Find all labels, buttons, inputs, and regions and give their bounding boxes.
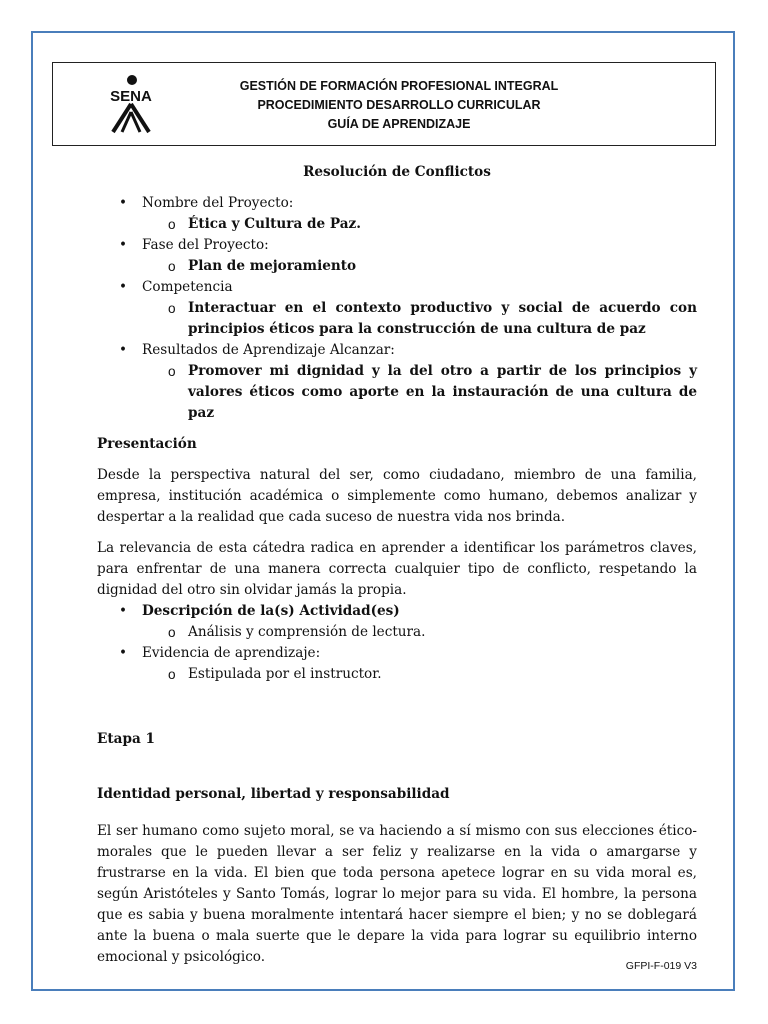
header-line-3: GUÍA DE APRENDIZAJE	[327, 117, 471, 131]
activities-list	[97, 601, 697, 685]
list-item	[97, 193, 697, 235]
presentation-heading: Presentación	[97, 436, 197, 452]
list-item	[97, 601, 697, 643]
document-title: Resolución de Conflictos	[303, 164, 491, 180]
header-line-2: PROCEDIMIENTO DESARROLLO CURRICULAR	[257, 98, 541, 112]
stage-heading: Etapa 1	[97, 731, 155, 747]
project-phase-value: o Plan de mejoramiento	[142, 256, 697, 277]
activity-description-label: Descripción de la(s) Actividad(es)	[142, 603, 400, 619]
header-line-1: GESTIÓN DE FORMACIÓN PROFESIONAL INTEGRAL	[239, 79, 559, 93]
sena-logo-text: SENA	[110, 88, 152, 105]
list-item	[97, 643, 697, 685]
competence-value: o Interactuar en el contexto productivo y social de acuerdo con principios éticos para la construcción de una cultura de paz	[142, 298, 697, 340]
presentation-paragraph-1: Desde la perspectiva natural del ser, como ciudadano, miembro de una familia, empresa, institución académica o simplemente como humano, debemos analizar y despertar a la realidad que cada suceso de nuestra vida nos brinda.	[97, 467, 697, 525]
project-name-value: o Ética y Cultura de Paz.	[142, 214, 697, 235]
stage-subheading: Identidad personal, libertad y responsabilidad	[97, 786, 450, 802]
list-item	[97, 277, 697, 340]
presentation-paragraph-2: La relevancia de esta cátedra radica en aprender a identificar los parámetros claves, para enfrentar de una manera correcta cualquier tipo de conflicto, respetando la dignidad del otro sin olvidar jamás la propia.	[97, 540, 697, 598]
project-name-label: Nombre del Proyecto:	[142, 195, 294, 211]
competence-label: Competencia	[142, 279, 233, 295]
evidence-value: o Estipulada por el instructor.	[142, 664, 697, 685]
document-body	[97, 160, 697, 968]
learning-results-value: o Promover mi dignidad y la del otro a partir de los principios y valores éticos como aporte en la instauración de una cultura de paz	[142, 361, 697, 424]
stage-paragraph: El ser humano como sujeto moral, se va haciendo a sí mismo con sus elecciones ético-morales que le pueden llevar a ser feliz y realizarse en la vida o amargarse y frustrarse en la vida. El bien que toda persona apetece lograr en su vida moral es, según Aristóteles y Santo Tomás, lograr lo mejor para su vida. El hombre, la persona que es sabia y buena moralmente intentará hacer siempre el bien; y no se doblegará ante la buena o mala suerte que le depare la vida para lograr su equilibrio interno emocional y psicológico.	[97, 823, 697, 965]
activity-description-value: o Análisis y comprensión de lectura.	[142, 622, 697, 643]
form-code: GFPI-F-019 V3	[625, 960, 697, 972]
evidence-label: Evidencia de aprendizaje:	[142, 645, 321, 661]
project-phase-label: Fase del Proyecto:	[142, 237, 269, 253]
learning-results-label: Resultados de Aprendizaje Alcanzar:	[142, 342, 395, 358]
list-item	[97, 235, 697, 277]
list-item	[97, 340, 697, 424]
document-header	[52, 62, 716, 146]
project-list	[97, 193, 697, 424]
